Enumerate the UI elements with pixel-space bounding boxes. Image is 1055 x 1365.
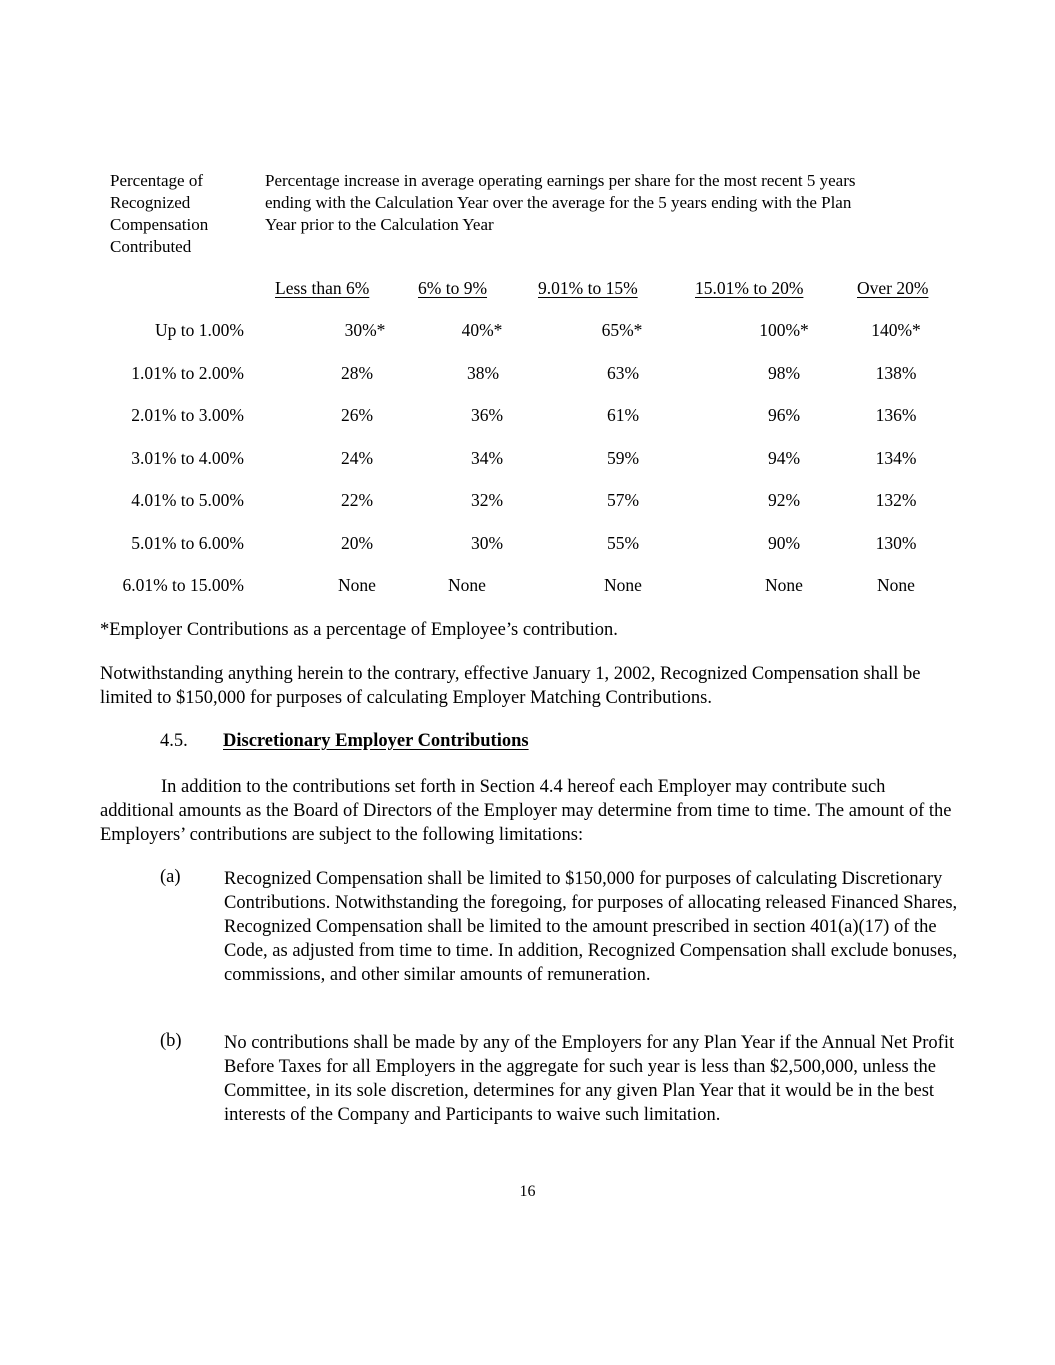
table-cell: 28% bbox=[340, 363, 374, 383]
table-footnote: *Employer Contributions as a percentage of Employee’s contribution. bbox=[100, 620, 618, 640]
column-heading: 9.01% to 15% bbox=[538, 278, 638, 298]
notwithstanding-paragraph: Notwithstanding anything herein to the contrary, effective January 1, 2002, Recognized Compensation shall be limited to $150,000 for purposes of calculating Employer Matching Contributions. bbox=[100, 664, 921, 708]
table-cell: 24% bbox=[340, 448, 374, 468]
column-heading: 15.01% to 20% bbox=[695, 278, 804, 298]
list-item-label: (a) bbox=[160, 867, 181, 887]
table-cell: 30% bbox=[470, 533, 504, 553]
table-row-label: 6.01% to 15.00% bbox=[122, 575, 244, 595]
table-cell: None bbox=[338, 575, 376, 595]
column-header-line: Year prior to the Calculation Year bbox=[265, 215, 494, 234]
column-heading: Over 20% bbox=[857, 278, 929, 298]
list-item-text: No contributions shall be made by any of the Employers for any Plan Year if the Annual Net Profit Before Taxes for all Employers in the aggregate for such year is less than $2,500,000, unless the Committee, in its sole discretion, determines for any given Plan Year that it would be in the best interests of the Company and Participants to waive such limitation. bbox=[224, 1033, 955, 1125]
column-header-line: ending with the Calculation Year over the average for the 5 years ending with the Plan bbox=[265, 193, 852, 212]
table-row-header bbox=[110, 170, 208, 258]
table-cell: 134% bbox=[875, 448, 917, 468]
table-cell: None bbox=[448, 575, 486, 595]
table-cell: 90% bbox=[767, 533, 801, 553]
table-cell: 132% bbox=[875, 490, 917, 510]
table-cell: 55% bbox=[606, 533, 640, 553]
table-cell: 98% bbox=[767, 363, 801, 383]
row-header-line: Recognized bbox=[110, 193, 191, 212]
list-item-label: (b) bbox=[160, 1031, 182, 1051]
table-cell: 65%* bbox=[601, 320, 643, 340]
table-cell: 61% bbox=[606, 405, 640, 425]
table-row-label: 5.01% to 6.00% bbox=[131, 533, 244, 553]
table-cell: 30%* bbox=[344, 320, 386, 340]
table-cell: 40%* bbox=[461, 320, 503, 340]
table-cell: 140%* bbox=[871, 320, 921, 340]
table-cell: 96% bbox=[767, 405, 801, 425]
table-row-label: 4.01% to 5.00% bbox=[131, 490, 244, 510]
table-cell: 38% bbox=[466, 363, 500, 383]
table-cell: 20% bbox=[340, 533, 374, 553]
table-cell: 32% bbox=[470, 490, 504, 510]
table-cell: 130% bbox=[875, 533, 917, 553]
row-header-line: Compensation bbox=[110, 215, 209, 234]
column-header-line: Percentage increase in average operating earnings per share for the most recent 5 years bbox=[265, 171, 856, 190]
column-heading: 6% to 9% bbox=[418, 278, 488, 298]
table-cell: 63% bbox=[606, 363, 640, 383]
section-intro-paragraph: In addition to the contributions set forth in Section 4.4 hereof each Employer may contribute such additional amounts as the Board of Directors of the Employer may determine from time to time. The amount of the Employers’ contributions are subject to the following limitations: bbox=[100, 777, 952, 845]
table-cell: None bbox=[765, 575, 803, 595]
section-title: Discretionary Employer Contributions bbox=[223, 731, 529, 751]
table-row-label: 3.01% to 4.00% bbox=[131, 448, 244, 468]
table-column-header bbox=[265, 170, 855, 236]
table-cell: 36% bbox=[470, 405, 504, 425]
table-cell: 57% bbox=[606, 490, 640, 510]
table-row-label: 1.01% to 2.00% bbox=[131, 363, 244, 383]
table-cell: 26% bbox=[340, 405, 374, 425]
table-cell: 92% bbox=[767, 490, 801, 510]
table-row-label: 2.01% to 3.00% bbox=[131, 405, 244, 425]
table-cell: 34% bbox=[470, 448, 504, 468]
row-header-line: Contributed bbox=[110, 237, 192, 256]
table-cell: None bbox=[604, 575, 642, 595]
table-cell: 138% bbox=[875, 363, 917, 383]
table-cell: 94% bbox=[767, 448, 801, 468]
section-number: 4.5. bbox=[160, 731, 188, 751]
table-cell: 100%* bbox=[759, 320, 809, 340]
table-row-label: Up to 1.00% bbox=[155, 320, 244, 340]
table-cell: None bbox=[877, 575, 915, 595]
table-cell: 59% bbox=[606, 448, 640, 468]
table-cell: 136% bbox=[875, 405, 917, 425]
row-header-line: Percentage of bbox=[110, 171, 203, 190]
list-item-text: Recognized Compensation shall be limited to $150,000 for purposes of calculating Discretionary Contributions. Notwithstanding the foregoing, for purposes of allocating released Financed Shares, Recognized Compensation shall be limited to the amount prescribed in section 401(a)(17) of the Code, as adjusted from time to time. In addition, Recognized Compensation shall exclude bonuses, commissions, and other similar amounts of remuneration. bbox=[224, 869, 958, 985]
page-number: 16 bbox=[519, 1183, 536, 1200]
column-heading: Less than 6% bbox=[275, 278, 370, 298]
table-cell: 22% bbox=[340, 490, 374, 510]
